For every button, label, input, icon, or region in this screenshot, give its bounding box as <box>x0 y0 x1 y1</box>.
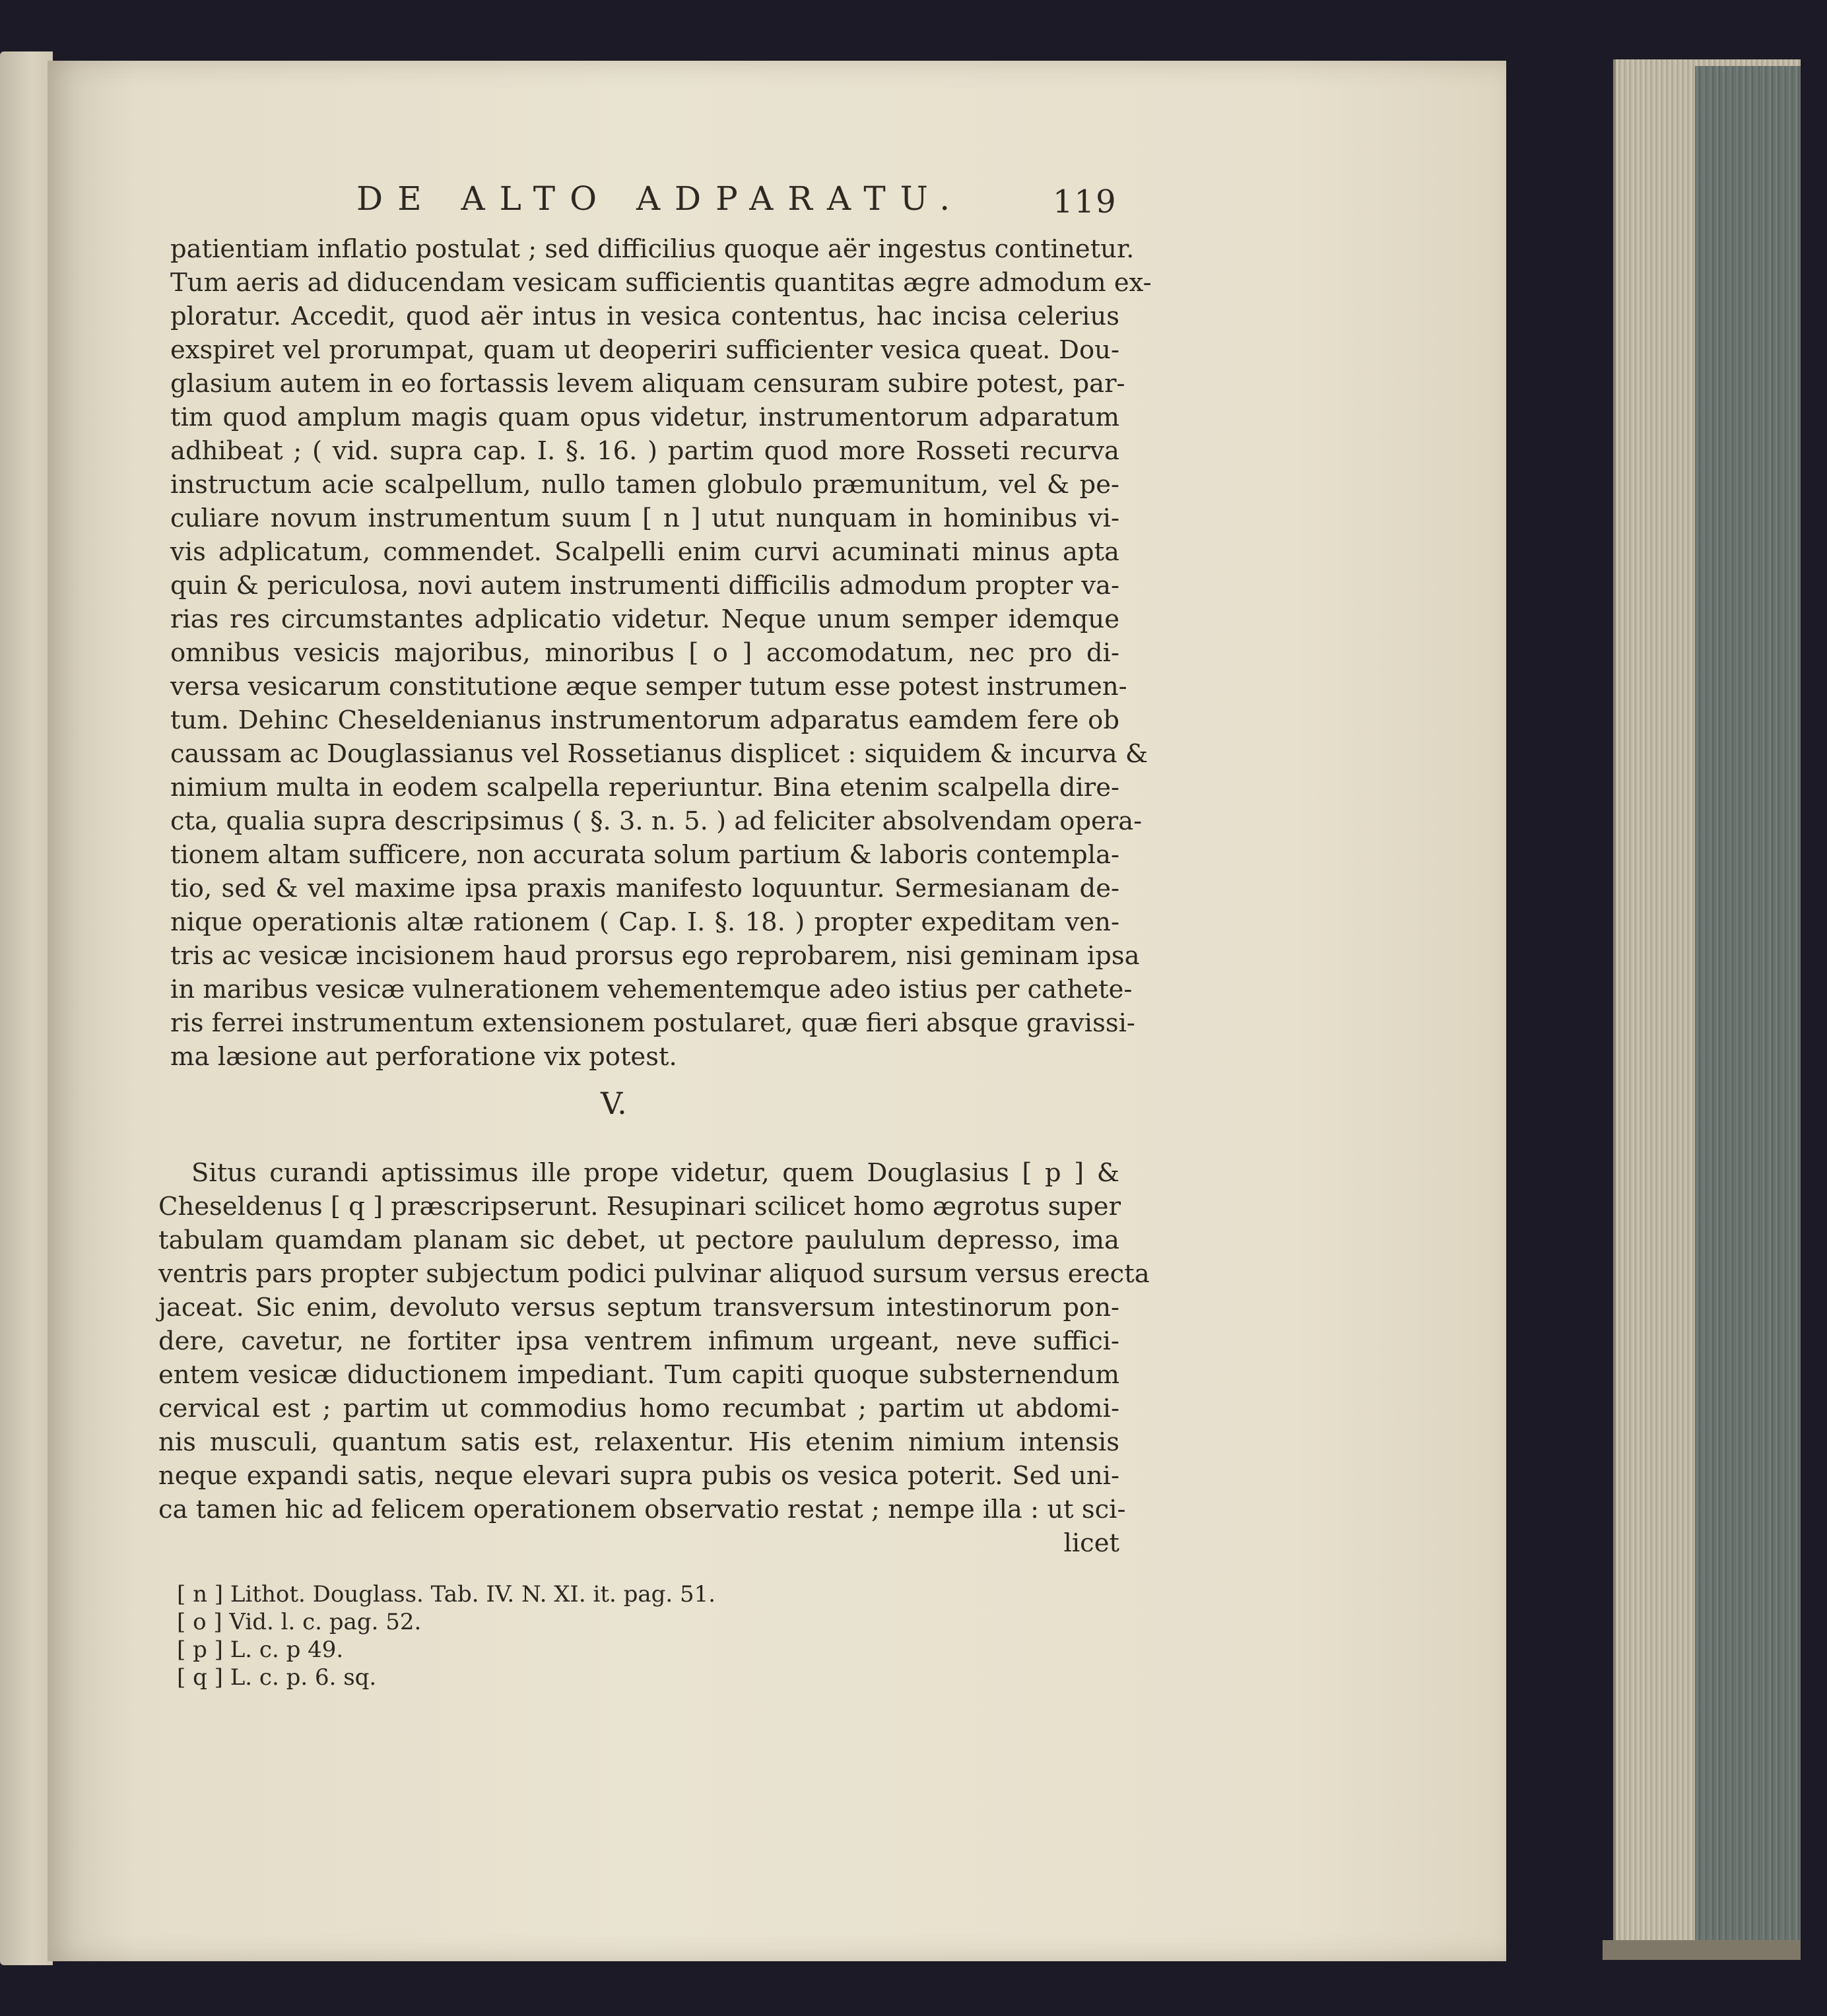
text-line: entem vesicæ diductionem impediant. Tum capiti quoque substernendum <box>158 1360 1119 1390</box>
text-line: rias res circumstantes adplicatio videtur. Neque unum semper idemque <box>170 604 1119 634</box>
text-line: culiare novum instrumentum suum [ n ] utut nunquam in hominibus vi- <box>170 504 1119 533</box>
footnotes <box>177 1580 837 1691</box>
text-line: Cheseldenus [ q ] præscripserunt. Resupinari scilicet homo ægrotus super <box>158 1192 1121 1221</box>
text-line: versa vesicarum constitutione æque semper tutum esse potest instrumen- <box>170 672 1127 701</box>
text-line: ma læsione aut perforatione vix potest. <box>170 1042 677 1072</box>
text-line: jaceat. Sic enim, devoluto versus septum transversum intestinorum pon- <box>158 1293 1119 1322</box>
text-line: nis musculi, quantum satis est, relaxentur. His etenim nimium intensis <box>158 1427 1119 1457</box>
text-line: nimium multa in eodem scalpella reperiuntur. Bina etenim scalpella dire- <box>170 773 1119 802</box>
text-line: ca tamen hic ad felicem operationem observatio restat ; nempe illa : ut sci- <box>158 1495 1126 1524</box>
text-line: cervical est ; partim ut commodius homo recumbat ; partim ut abdomi- <box>158 1394 1119 1423</box>
text-line: vis adplicatum, commendet. Scalpelli enim curvi acuminati minus apta <box>170 537 1119 567</box>
text-line: quin & periculosa, novi autem instrumenti difficilis admodum propter va- <box>170 571 1119 601</box>
text-line: exspiret vel prorumpat, quam ut deoperiri sufficienter vesica queat. Dou- <box>170 335 1119 365</box>
catchword: licet <box>1063 1528 1119 1558</box>
text-line: tum. Dehinc Cheseldenianus instrumentorum adparatus eamdem fere ob <box>170 705 1119 735</box>
left-page-edge <box>0 51 53 1965</box>
paragraph-1 <box>170 232 1152 1074</box>
text-line: Tum aeris ad diducendam vesicam sufficientis quantitas ægre admodum ex- <box>170 268 1152 298</box>
text-line: tionem altam sufficere, non accurata solum partium & laboris contempla- <box>170 840 1119 870</box>
text-line: tim quod amplum magis quam opus videtur, instrumentorum adparatum <box>170 403 1119 432</box>
footnote: [ q ] L. c. p. 6. sq. <box>177 1664 377 1691</box>
page-block-bottom <box>1603 1940 1801 1960</box>
text-line: nique operationis altæ rationem ( Cap. I. §. 18. ) propter expeditam ven- <box>170 907 1119 937</box>
text-line: tabulam quamdam planam sic debet, ut pectore paululum depresso, ima <box>158 1225 1119 1255</box>
text-line: Situs curandi aptissimus ille prope videtur, quem Douglasius [ p ] & <box>191 1158 1119 1188</box>
text-line: tris ac vesicæ incisionem haud prorsus ego reprobarem, nisi geminam ipsa <box>170 941 1140 971</box>
text-line: neque expandi satis, neque elevari supra pubis os vesica poterit. Sed uni- <box>158 1461 1119 1491</box>
footnote: [ n ] Lithot. Douglass. Tab. IV. N. XI. it. pag. 51. <box>177 1581 716 1608</box>
section-heading: V. <box>601 1086 627 1121</box>
text-line: dere, cavetur, ne fortiter ipsa ventrem infimum urgeant, neve suffici- <box>158 1326 1119 1356</box>
text-line: glasium autem in eo fortassis levem aliquam censuram subire potest, par- <box>170 369 1125 399</box>
page-number: 119 <box>1053 183 1117 220</box>
text-line: adhibeat ; ( vid. supra cap. I. §. 16. ) partim quod more Rosseti recurva <box>170 436 1119 466</box>
page-fore-edge <box>1695 66 1801 1940</box>
paragraph-2 <box>158 1156 1150 1560</box>
text-line: ris ferrei instrumentum extensionem postularet, quæ fieri absque gravissi- <box>170 1008 1135 1038</box>
text-line: in maribus vesicæ vulnerationem vehementemque adeo istius per cathete- <box>170 975 1133 1004</box>
text-line: caussam ac Douglassianus vel Rossetianus displicet : siquidem & incurva & <box>170 739 1148 769</box>
text-line: tio, sed & vel maxime ipsa praxis manifesto loquuntur. Sermesianam de- <box>170 874 1119 903</box>
text-line: omnibus vesicis majoribus, minoribus [ o ] accomodatum, nec pro di- <box>170 638 1119 668</box>
text-line: cta, qualia supra descripsimus ( §. 3. n. 5. ) ad feliciter absolvendam opera- <box>170 806 1143 836</box>
text-line: ploratur. Accedit, quod aër intus in vesica contentus, hac incisa celerius <box>170 302 1119 331</box>
text-line: instructum acie scalpellum, nullo tamen globulo præmunitum, vel & pe- <box>170 470 1119 500</box>
footnote: [ o ] Vid. l. c. pag. 52. <box>177 1609 422 1635</box>
text-line: ventris pars propter subjectum podici pulvinar aliquod sursum versus erecta <box>158 1259 1150 1289</box>
running-title: DE ALTO ADPARATU. <box>356 179 965 218</box>
footnote: [ p ] L. c. p 49. <box>177 1637 344 1663</box>
text-line: patientiam inflatio postulat ; sed difficilius quoque aër ingestus continetur. <box>170 234 1135 264</box>
